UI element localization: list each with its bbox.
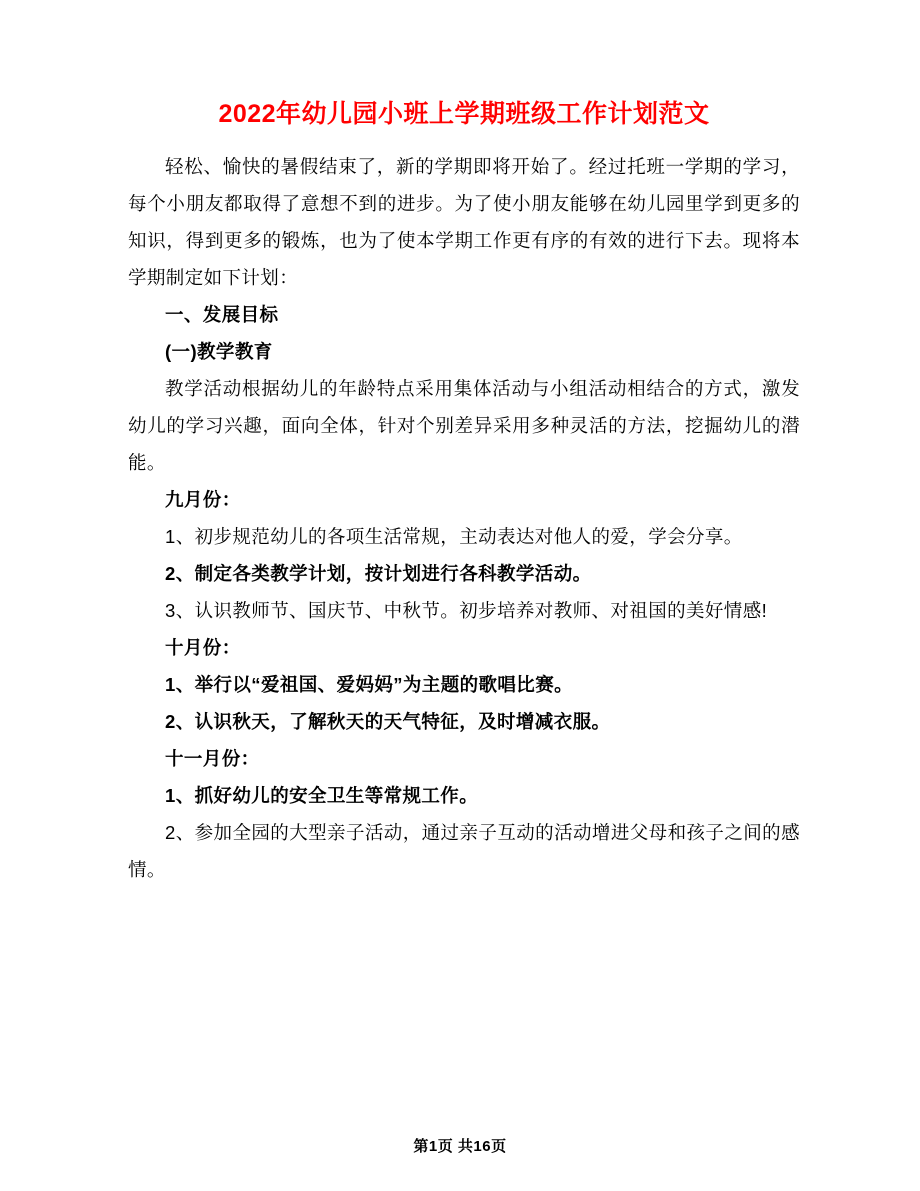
month-heading: 十一月份：: [165, 747, 260, 769]
month-heading: 九月份：: [165, 488, 241, 510]
section-heading: 一、发展目标: [165, 303, 279, 325]
document-body: [128, 96, 800, 888]
paragraph: 教学活动根据幼儿的年龄特点采用集体活动与小组活动相结合的方式，激发幼儿的学习兴趣，面向全体，针对个别差异采用多种灵活的方法，挖掘幼儿的潜能。: [128, 377, 800, 473]
list-item: 1、举行以“爱祖国、爱妈妈”为主题的歌唱比赛。: [165, 673, 573, 695]
subsection-heading: (一)教学教育: [165, 340, 273, 362]
page-footer: 第1页 共16页: [413, 1138, 507, 1155]
list-item: 2、制定各类教学计划，按计划进行各科教学活动。: [165, 562, 592, 584]
page-title: 2022年幼儿园小班上学期班级工作计划范文: [218, 100, 710, 128]
list-item: 2、参加全园的大型亲子活动，通过亲子互动的活动增进父母和孩子之间的感情。: [128, 821, 800, 880]
list-item: 1、初步规范幼儿的各项生活常规，主动表达对他人的爱，学会分享。: [165, 525, 743, 547]
list-item: 2、认识秋天，了解秋天的天气特征，及时增减衣服。: [165, 710, 611, 732]
month-heading: 十月份：: [165, 636, 241, 658]
list-item: 1、抓好幼儿的安全卫生等常规工作。: [165, 784, 479, 806]
list-item: 3、认识教师节、国庆节、中秋节。初步培养对教师、对祖国的美好情感!: [165, 599, 768, 621]
paragraph: 轻松、愉快的暑假结束了，新的学期即将开始了。经过托班一学期的学习，每个小朋友都取得了意想不到的进步。为了使小朋友能够在幼儿园里学到更多的知识，得到更多的锻炼，也为了使本学期工作更有序的有效的进行下去。现将本学期制定如下计划：: [128, 155, 800, 288]
